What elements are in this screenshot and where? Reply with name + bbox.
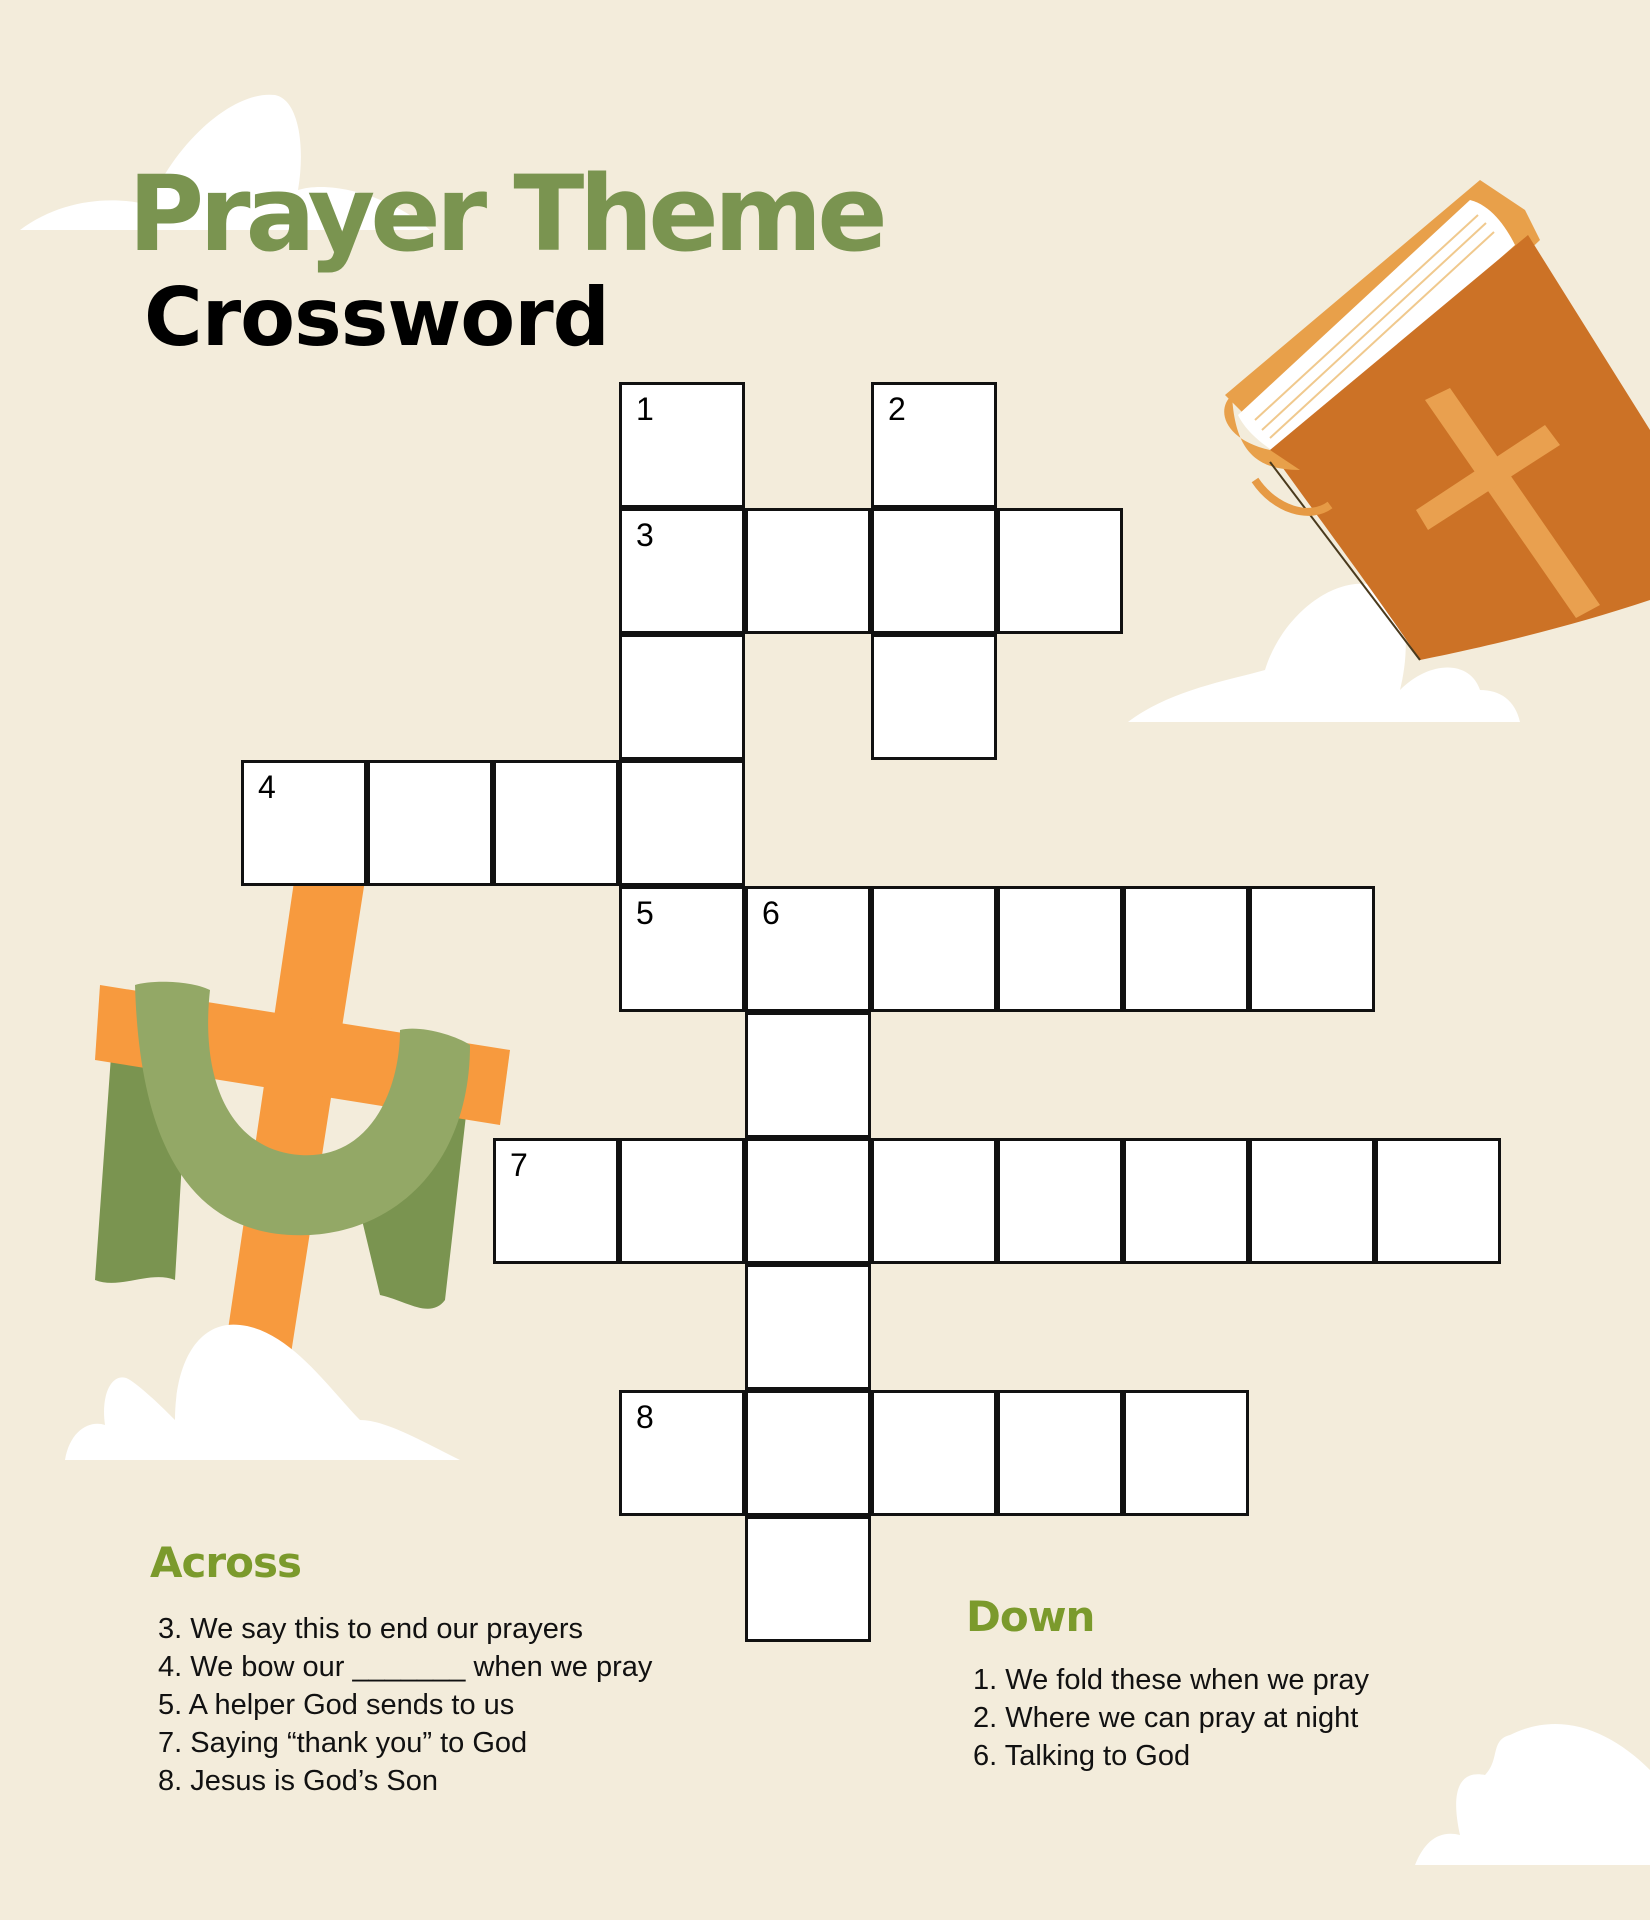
clue-number: 7	[510, 1147, 528, 1183]
bible-book-icon	[1224, 180, 1650, 660]
across-clue: 8. Jesus is God’s Son	[158, 1765, 438, 1797]
crossword-cell[interactable]	[367, 760, 493, 886]
crossword-cell[interactable]	[745, 886, 871, 1012]
clue-number: 8	[636, 1399, 654, 1435]
across-clue: 4. We bow our _______ when we pray	[158, 1651, 653, 1683]
crossword-cell[interactable]	[871, 382, 997, 508]
across-heading: Across	[150, 1538, 301, 1587]
crossword-cell[interactable]	[997, 1390, 1123, 1516]
crossword-cell[interactable]	[871, 508, 997, 634]
crossword-cell[interactable]	[997, 1138, 1123, 1264]
crossword-cell[interactable]	[997, 508, 1123, 634]
crossword-cell[interactable]	[745, 1516, 871, 1642]
crossword-cell[interactable]	[1249, 1138, 1375, 1264]
crossword-cell[interactable]	[745, 1264, 871, 1390]
crossword-cell[interactable]	[871, 886, 997, 1012]
down-clue-list	[973, 1661, 1369, 1775]
crossword-cell[interactable]	[493, 1138, 619, 1264]
down-clue: 1. We fold these when we pray	[973, 1664, 1370, 1696]
crossword-cell[interactable]	[619, 760, 745, 886]
down-heading: Down	[966, 1592, 1095, 1641]
page-title: Prayer Theme	[128, 153, 883, 275]
crossword-cell[interactable]	[997, 886, 1123, 1012]
crossword-cell[interactable]	[1123, 1138, 1249, 1264]
crossword-cell[interactable]	[619, 508, 745, 634]
cloud-icon	[1415, 1724, 1650, 1865]
clue-number: 4	[258, 769, 276, 805]
crossword-cell[interactable]	[871, 634, 997, 760]
down-clue: 6. Talking to God	[973, 1740, 1191, 1772]
crossword-cell[interactable]	[1375, 1138, 1501, 1264]
crossword-cell[interactable]	[619, 1390, 745, 1516]
across-clue: 5. A helper God sends to us	[158, 1689, 515, 1721]
crossword-cell[interactable]	[745, 508, 871, 634]
crossword-cell[interactable]	[241, 760, 367, 886]
crossword-cell[interactable]	[745, 1012, 871, 1138]
cloud-icon	[65, 1325, 460, 1460]
crossword-cell[interactable]	[619, 634, 745, 760]
crossword-cell[interactable]	[871, 1390, 997, 1516]
clue-number: 6	[762, 895, 780, 931]
page-subtitle: Crossword	[144, 271, 609, 364]
cross-with-sash-icon	[95, 875, 510, 1360]
across-clue: 3. We say this to end our prayers	[158, 1613, 584, 1645]
clue-number: 3	[636, 517, 654, 553]
crossword-cell[interactable]	[619, 1138, 745, 1264]
crossword-cell[interactable]	[493, 760, 619, 886]
down-clue: 2. Where we can pray at night	[973, 1702, 1359, 1734]
clue-number: 1	[636, 391, 654, 427]
crossword-cell[interactable]	[745, 1390, 871, 1516]
crossword-cell[interactable]	[1123, 1390, 1249, 1516]
crossword-cell[interactable]	[745, 1138, 871, 1264]
crossword-cell[interactable]	[619, 886, 745, 1012]
crossword-cell[interactable]	[1123, 886, 1249, 1012]
across-clue-list	[158, 1610, 652, 1800]
crossword-cell[interactable]	[871, 1138, 997, 1264]
clue-number: 5	[636, 895, 654, 931]
across-clue: 7. Saying “thank you” to God	[158, 1727, 528, 1759]
crossword-cell[interactable]	[619, 382, 745, 508]
clue-number: 2	[888, 391, 906, 427]
crossword-cell[interactable]	[1249, 886, 1375, 1012]
